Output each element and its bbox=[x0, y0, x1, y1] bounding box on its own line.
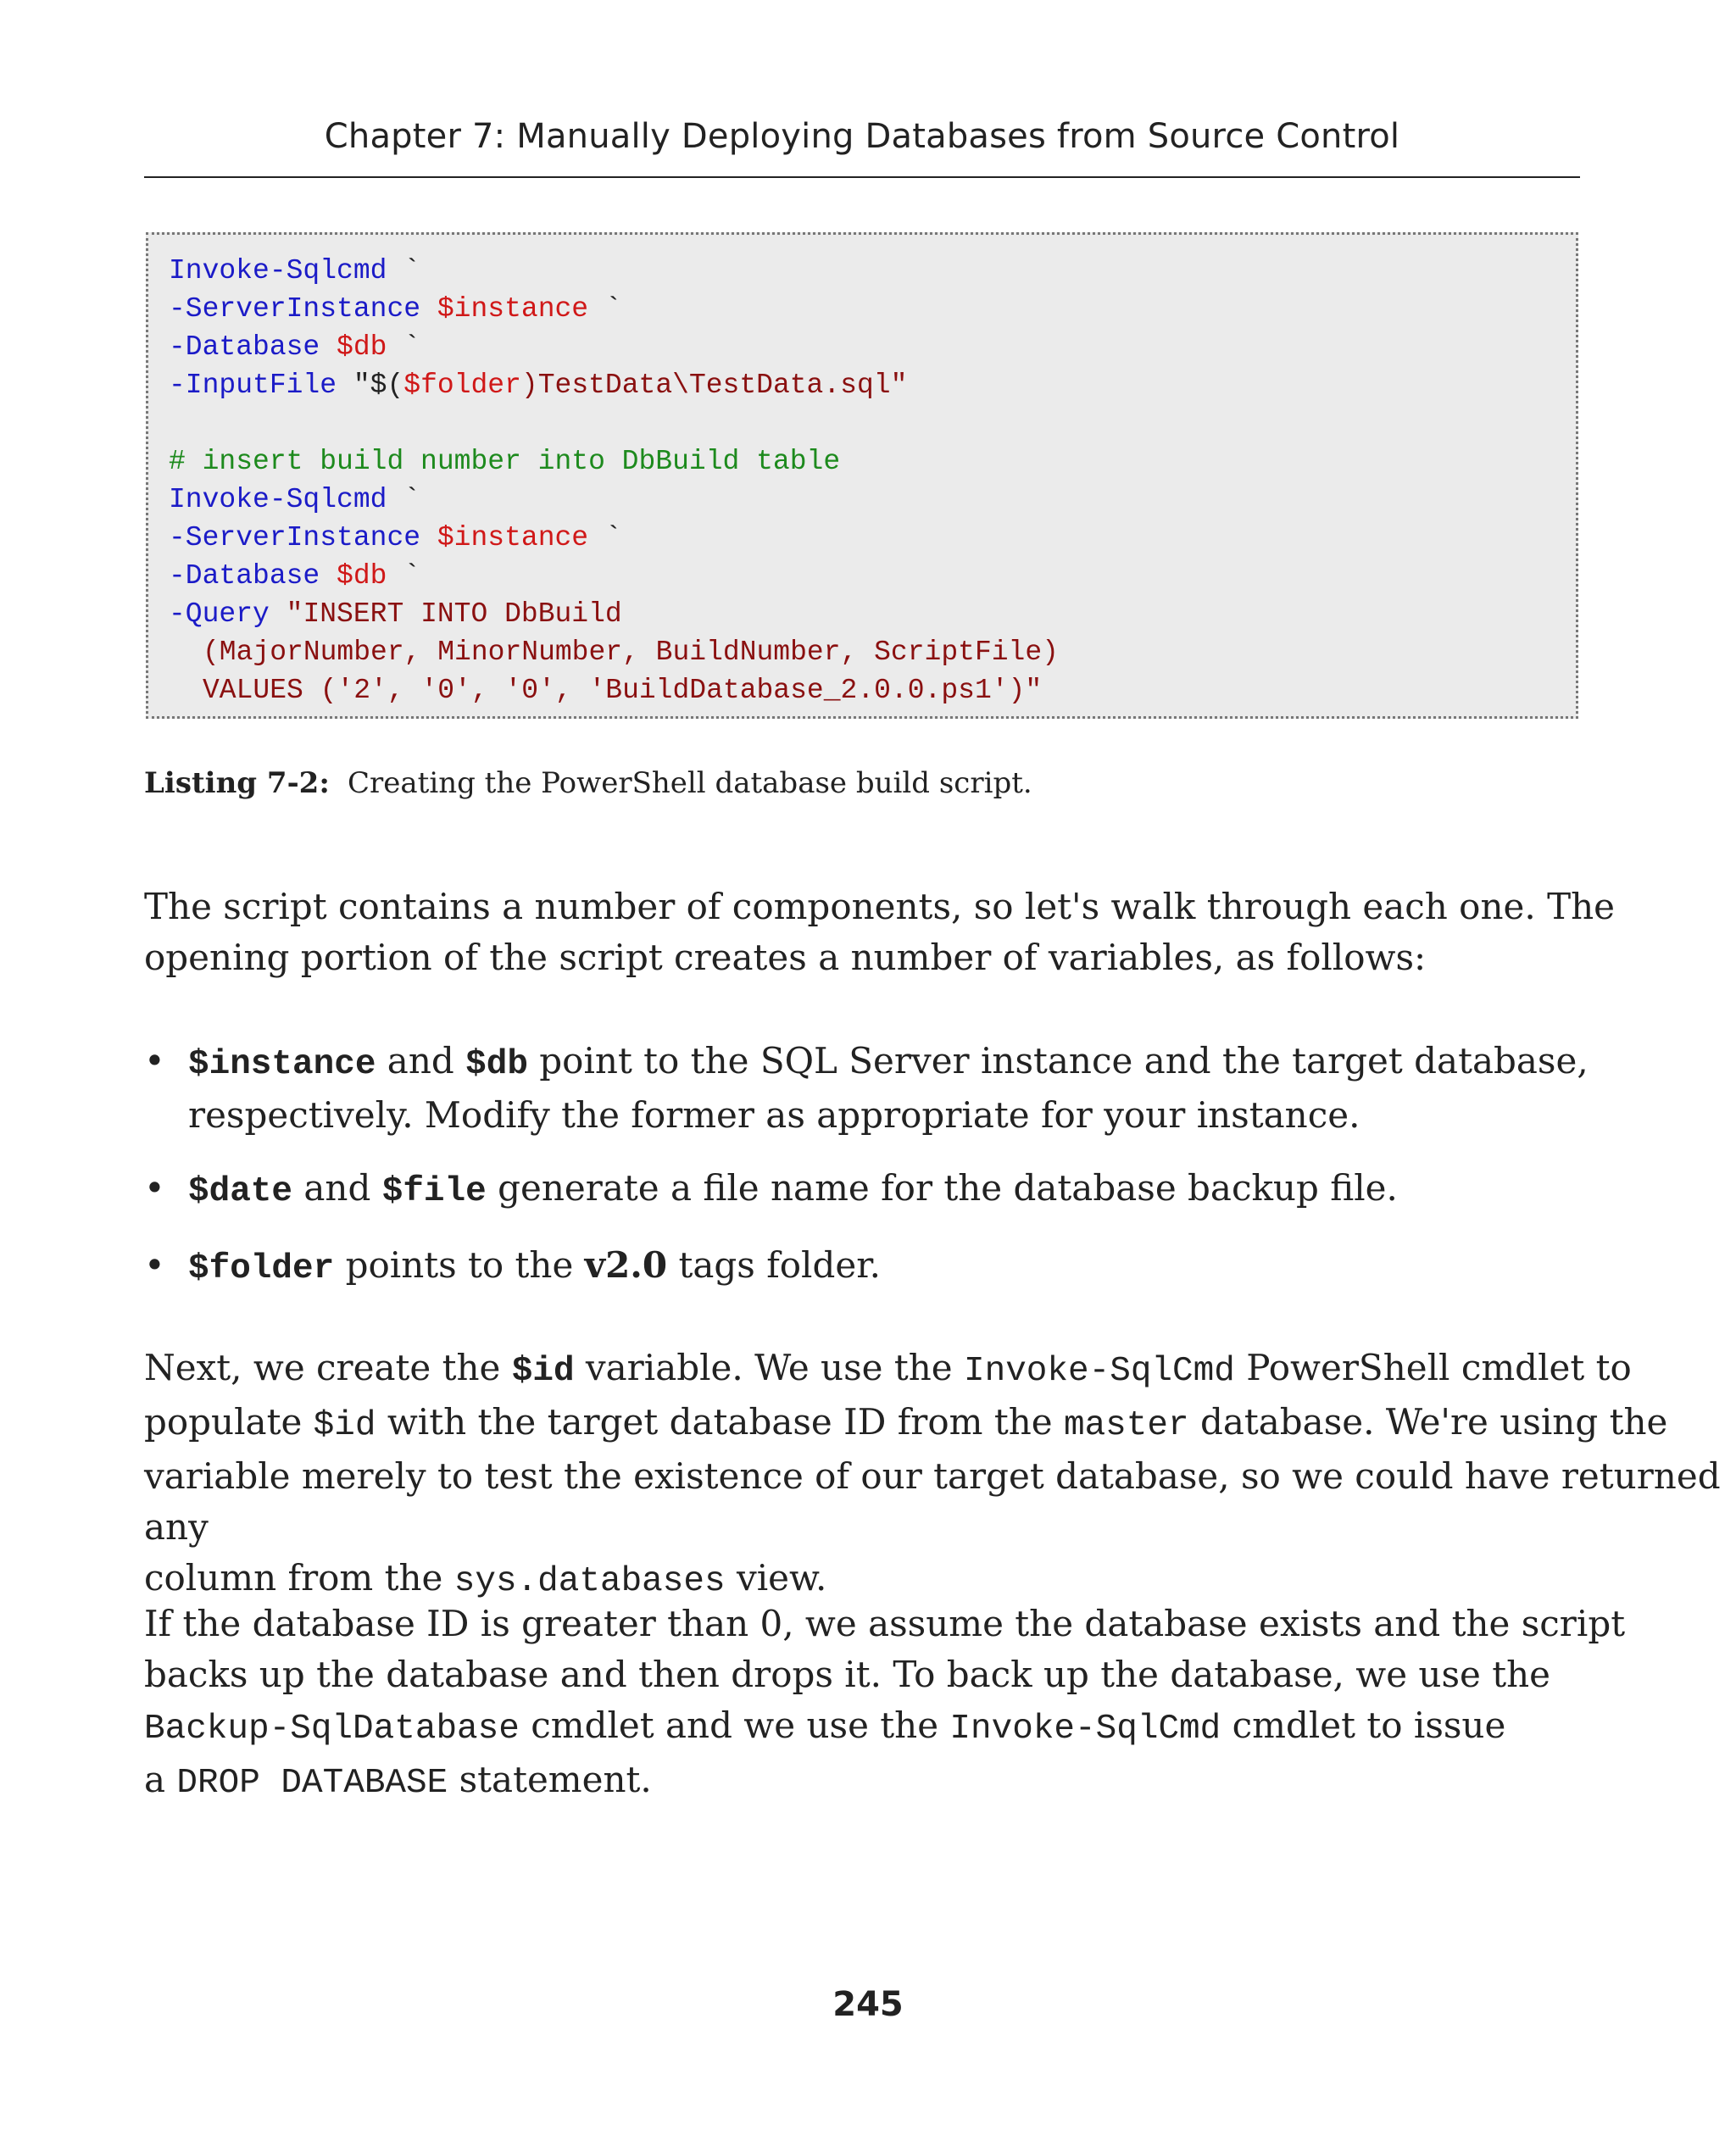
code-variable: $db bbox=[337, 560, 387, 592]
inline-code: $db bbox=[465, 1045, 528, 1084]
bullet-text bbox=[188, 1036, 1612, 1141]
text-run: with the target database ID from the bbox=[376, 1401, 1064, 1443]
inline-code: $id bbox=[313, 1406, 376, 1445]
code-line-9 bbox=[169, 595, 622, 633]
code-string: "$( bbox=[353, 370, 404, 401]
code-variable: $instance bbox=[437, 522, 589, 553]
backup-paragraph bbox=[144, 1599, 1625, 1809]
text-run: database. We're using the bbox=[1188, 1401, 1668, 1443]
text-run: cmdlet and we use the bbox=[519, 1704, 950, 1746]
bullet-dot: • bbox=[144, 1167, 165, 1209]
code-cmdlet: Invoke-Sqlcmd bbox=[169, 255, 387, 286]
code-line-2 bbox=[169, 290, 622, 328]
text-run: point to the SQL Server instance and the target database, bbox=[527, 1040, 1589, 1082]
text-run: If the database ID is greater than 0, we assume the database exists and the script bbox=[144, 1603, 1626, 1644]
code-listing bbox=[146, 232, 1578, 719]
page-number: 245 bbox=[832, 1985, 904, 2024]
code-tick: ` bbox=[387, 484, 421, 515]
caption-label: Listing 7-2: bbox=[144, 766, 330, 800]
inline-code: $instance bbox=[188, 1045, 376, 1084]
code-tick: ` bbox=[588, 522, 622, 553]
code-param: -ServerInstance bbox=[169, 522, 421, 553]
text-run: variable merely to test the existence of our target database, so we could have returned any bbox=[144, 1455, 1721, 1548]
code-tick: ` bbox=[387, 331, 421, 363]
inline-code: master bbox=[1063, 1406, 1189, 1445]
code-param: -ServerInstance bbox=[169, 293, 421, 325]
intro-line: opening portion of the script creates a number of variables, as follows: bbox=[144, 937, 1427, 978]
code-comment: # insert build number into DbBuild table bbox=[169, 446, 841, 477]
code-variable: $folder bbox=[403, 370, 521, 401]
code-param: -Query bbox=[169, 598, 270, 630]
header-rule bbox=[144, 176, 1580, 178]
text-run: generate a file name for the database backup file. bbox=[486, 1167, 1398, 1209]
bullet-dot: • bbox=[144, 1040, 165, 1082]
code-line-8 bbox=[169, 557, 420, 595]
text-run: a bbox=[144, 1759, 177, 1800]
code-variable: $db bbox=[337, 331, 387, 363]
caption-text: Creating the PowerShell database build script. bbox=[348, 766, 1032, 800]
code-param: -InputFile bbox=[169, 370, 337, 401]
intro-line: The script contains a number of components, so let's walk through each one. The bbox=[144, 886, 1615, 927]
code-line-4 bbox=[169, 366, 907, 404]
code-string: "INSERT INTO DbBuild bbox=[286, 598, 622, 630]
text-run: populate bbox=[144, 1401, 314, 1443]
code-param: -Database bbox=[169, 560, 320, 592]
inline-code: $id bbox=[511, 1352, 575, 1391]
code-line-11: VALUES ('2', '0', '0', 'BuildDatabase_2.0.0.ps1')" bbox=[203, 675, 1043, 706]
variable-paragraph bbox=[144, 1343, 1736, 1607]
text-run: cmdlet to issue bbox=[1221, 1704, 1506, 1746]
chapter-header: Chapter 7: Manually Deploying Databases from Source Control bbox=[324, 117, 1400, 156]
code-line-1 bbox=[169, 252, 420, 290]
text-run: points to the bbox=[334, 1244, 585, 1286]
inline-code: $folder bbox=[188, 1249, 335, 1288]
bold-text: v2.0 bbox=[584, 1244, 668, 1286]
code-cmdlet: Invoke-Sqlcmd bbox=[169, 484, 387, 515]
code-tick: ` bbox=[588, 293, 622, 325]
inline-code: Backup-SqlDatabase bbox=[144, 1710, 520, 1749]
inline-code: Invoke-SqlCmd bbox=[949, 1710, 1221, 1749]
bullet-text bbox=[188, 1163, 1612, 1217]
inline-code: Invoke-SqlCmd bbox=[964, 1352, 1235, 1391]
text-run: and bbox=[376, 1040, 466, 1082]
text-run: backs up the database and then drops it. To back up the database, we use the bbox=[144, 1654, 1550, 1695]
code-string: )TestData\TestData.sql" bbox=[520, 370, 908, 401]
bullet-text bbox=[188, 1240, 1612, 1294]
inline-code: sys.databases bbox=[453, 1562, 726, 1601]
code-line-10: (MajorNumber, MinorNumber, BuildNumber, ScriptFile) bbox=[203, 637, 1059, 668]
text-run: view. bbox=[725, 1557, 827, 1599]
text-run: Next, we create the bbox=[144, 1347, 512, 1388]
inline-code: $date bbox=[188, 1172, 293, 1211]
text-run: tags folder. bbox=[667, 1244, 882, 1286]
text-run: column from the bbox=[144, 1557, 454, 1599]
code-variable: $instance bbox=[437, 293, 589, 325]
code-tick: ` bbox=[387, 255, 421, 286]
text-run: variable. We use the bbox=[574, 1347, 964, 1388]
code-line-3 bbox=[169, 328, 420, 366]
listing-caption bbox=[144, 766, 1032, 800]
inline-code: $file bbox=[381, 1172, 487, 1211]
text-run: and bbox=[292, 1167, 382, 1209]
inline-code: DROP DATABASE bbox=[176, 1764, 448, 1803]
intro-paragraph bbox=[144, 881, 1615, 983]
code-param: -Database bbox=[169, 331, 320, 363]
text-run: statement. bbox=[448, 1759, 652, 1800]
text-run: respectively. Modify the former as appropriate for your instance. bbox=[188, 1094, 1360, 1136]
code-line-7 bbox=[169, 519, 622, 557]
text-run: PowerShell cmdlet to bbox=[1234, 1347, 1632, 1388]
bullet-dot: • bbox=[144, 1244, 165, 1286]
code-tick: ` bbox=[387, 560, 421, 592]
code-line-6 bbox=[169, 481, 420, 519]
